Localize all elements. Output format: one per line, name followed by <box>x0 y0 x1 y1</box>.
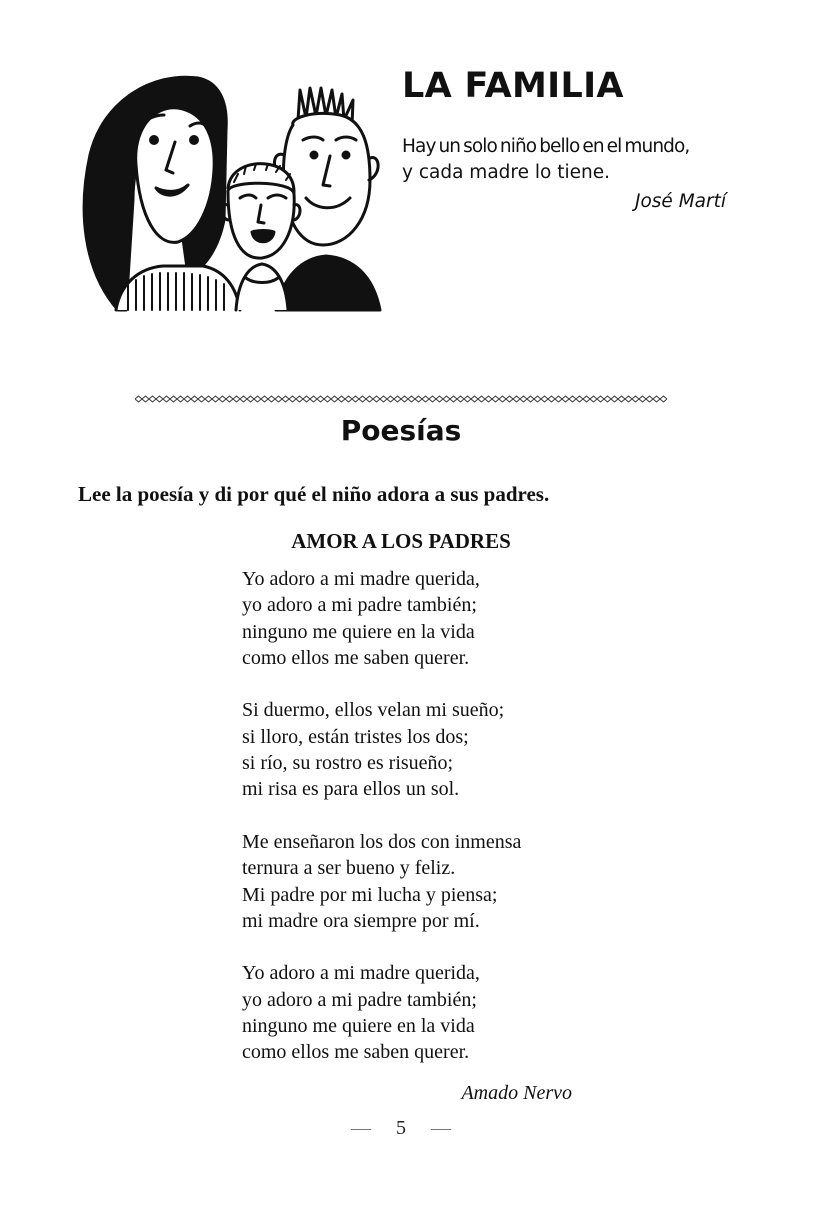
poem-verse: como ellos me saben querer. <box>242 1041 470 1064</box>
page-footer <box>0 1117 802 1140</box>
poem-verse: ternura a ser bueno y feliz. <box>242 857 456 880</box>
ornamental-divider <box>135 394 667 404</box>
father-body <box>276 256 380 310</box>
poem-stanza <box>242 566 622 671</box>
poem-stanza <box>242 829 622 934</box>
poem-verse: Yo adoro a mi madre querida, <box>242 568 480 590</box>
section-title: Poesías <box>340 414 462 447</box>
poem-verse: yo adoro a mi padre también; <box>242 988 477 1011</box>
poem-verse: si lloro, están tristes los dos; <box>242 725 469 748</box>
poem-verse: mi risa es para ellos un sol. <box>242 778 460 801</box>
epigraph-line: y cada madre lo tiene. <box>402 162 610 183</box>
poem-title: AMOR A LOS PADRES <box>291 529 511 553</box>
mother-body <box>116 266 240 310</box>
father-face <box>283 113 370 245</box>
poem-body <box>242 566 622 1092</box>
poem-verse: ninguno me quiere en la vida <box>242 1015 475 1038</box>
poem-verse: mi madre ora siempre por mí. <box>242 909 480 932</box>
instruction-text: Lee la poesía y di por qué el niño adora a sus padres. <box>78 482 550 506</box>
poem-verse: Me enseñaron los dos con inmensa <box>242 830 522 853</box>
poem-verse: como ellos me saben querer. <box>242 646 470 669</box>
poem-verse: ninguno me quiere en la vida <box>242 620 475 643</box>
footer-dash-right: — <box>431 1117 451 1139</box>
chapter-title: LA FAMILIA <box>402 66 624 106</box>
poem-verse: yo adoro a mi padre también; <box>242 594 477 617</box>
poem-verse: si río, su rostro es risueño; <box>242 752 454 775</box>
family-illustration <box>78 70 383 315</box>
epigraph <box>402 134 732 215</box>
epigraph-line: Hay un solo niño bello en el mundo, <box>402 136 690 157</box>
child-body <box>236 264 288 310</box>
poem-verse: Si duermo, ellos velan mi sueño; <box>242 699 505 722</box>
footer-dash-left: — <box>351 1117 371 1139</box>
page-number: 5 <box>396 1117 406 1139</box>
child-face <box>228 183 294 258</box>
poem-verse: Yo adoro a mi madre querida, <box>242 962 480 985</box>
poem-stanza <box>242 697 622 802</box>
poem-author: Amado Nervo <box>461 1082 572 1104</box>
epigraph-author: José Martí <box>635 191 726 212</box>
poem-verse: Mi padre por mi lucha y piensa; <box>242 883 498 906</box>
poem-stanza <box>242 960 622 1065</box>
